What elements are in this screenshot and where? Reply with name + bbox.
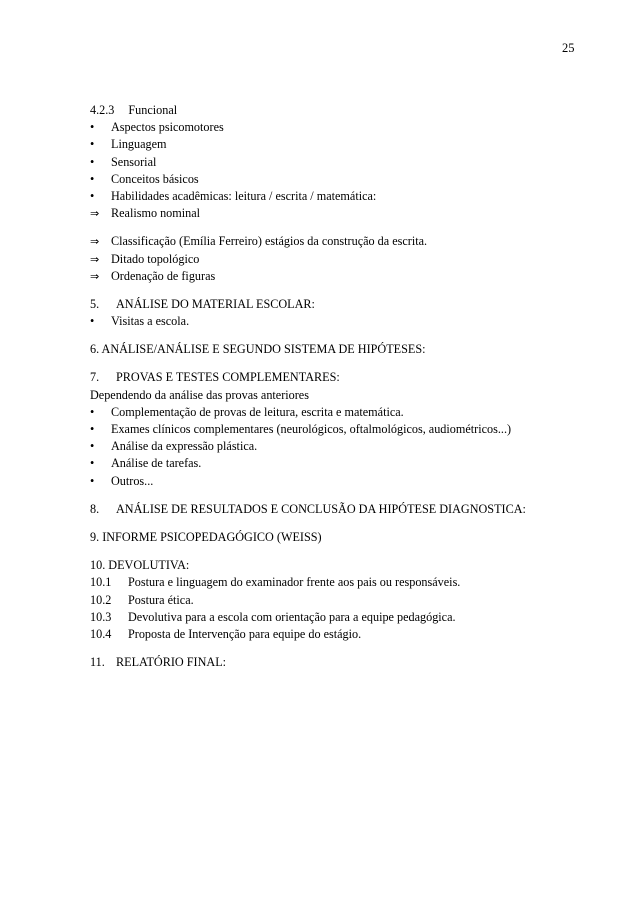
- arrow-icon: ⇒: [90, 207, 100, 221]
- list-item: • Habilidades acadêmicas: leitura / escrita / matemática:: [90, 188, 580, 205]
- section-heading: 5. ANÁLISE DO MATERIAL ESCOLAR:: [90, 296, 315, 311]
- section-intro: Dependendo da análise das provas anteriores: [90, 387, 309, 402]
- list-item: • Análise da expressão plástica.: [90, 438, 580, 455]
- list-item: • Aspectos psicomotores: [90, 119, 580, 136]
- arrow-icon: ⇒: [90, 269, 100, 283]
- bullet-icon: •: [90, 154, 95, 169]
- list-item: 10.1 Postura e linguagem do examinador frente aos pais ou responsáveis.: [90, 575, 461, 590]
- list-item: ⇒ Classificação (Emília Ferreiro) estágios da construção da escrita.: [90, 233, 580, 250]
- section-heading: 6. ANÁLISE/ANÁLISE E SEGUNDO SISTEMA DE HIPÓTESES:: [90, 342, 426, 357]
- arrow-icon: ⇒: [90, 235, 100, 249]
- section-heading: 10. DEVOLUTIVA:: [90, 558, 190, 573]
- subsection-heading: [90, 102, 580, 119]
- bullet-icon: •: [90, 473, 95, 488]
- section-heading: 9. INFORME PSICOPEDAGÓGICO (WEISS): [90, 529, 322, 544]
- list-item: • Outros...: [90, 473, 580, 490]
- list-item: ⇒ Ordenação de figuras: [90, 268, 580, 285]
- list-item: • Complementação de provas de leitura, escrita e matemática.: [90, 404, 580, 421]
- list-item: • Conceitos básicos: [90, 171, 580, 188]
- page-number: 25: [562, 41, 575, 55]
- bullet-icon: •: [90, 120, 95, 135]
- document-body: [90, 102, 580, 671]
- bullet-icon: •: [90, 314, 95, 329]
- subsection-number: 4.2.3: [90, 103, 115, 117]
- list-item: • Sensorial: [90, 154, 580, 171]
- section-heading: 7. PROVAS E TESTES COMPLEMENTARES:: [90, 370, 340, 385]
- list-item: • Análise de tarefas.: [90, 455, 580, 472]
- bullet-icon: •: [90, 171, 95, 186]
- list-item: ⇒ Ditado topológico: [90, 251, 580, 268]
- subsection-title: Funcional: [128, 103, 178, 117]
- list-item: • Exames clínicos complementares (neurológicos, oftalmológicos, audiométricos...): [90, 421, 580, 438]
- bullet-icon: •: [90, 404, 95, 419]
- list-item: • Visitas a escola.: [90, 313, 580, 330]
- list-item: ⇒ Realismo nominal: [90, 205, 580, 222]
- bullet-icon: •: [90, 188, 95, 203]
- bullet-icon: •: [90, 137, 95, 152]
- list-item: 10.4 Proposta de Intervenção para equipe do estágio.: [90, 626, 362, 641]
- list-item: • Linguagem: [90, 136, 580, 153]
- section-heading: 8. ANÁLISE DE RESULTADOS E CONCLUSÃO DA HIPÓTESE DIAGNOSTICA:: [90, 501, 526, 516]
- bullet-icon: •: [90, 439, 95, 454]
- arrow-icon: ⇒: [90, 252, 100, 266]
- bullet-icon: •: [90, 422, 95, 436]
- bullet-icon: •: [90, 456, 95, 471]
- section-heading: 11. RELATÓRIO FINAL:: [90, 655, 227, 670]
- list-item: 10.3 Devolutiva para a escola com orientação para a equipe pedagógica.: [90, 609, 456, 624]
- list-item: 10.2 Postura ética.: [90, 592, 194, 607]
